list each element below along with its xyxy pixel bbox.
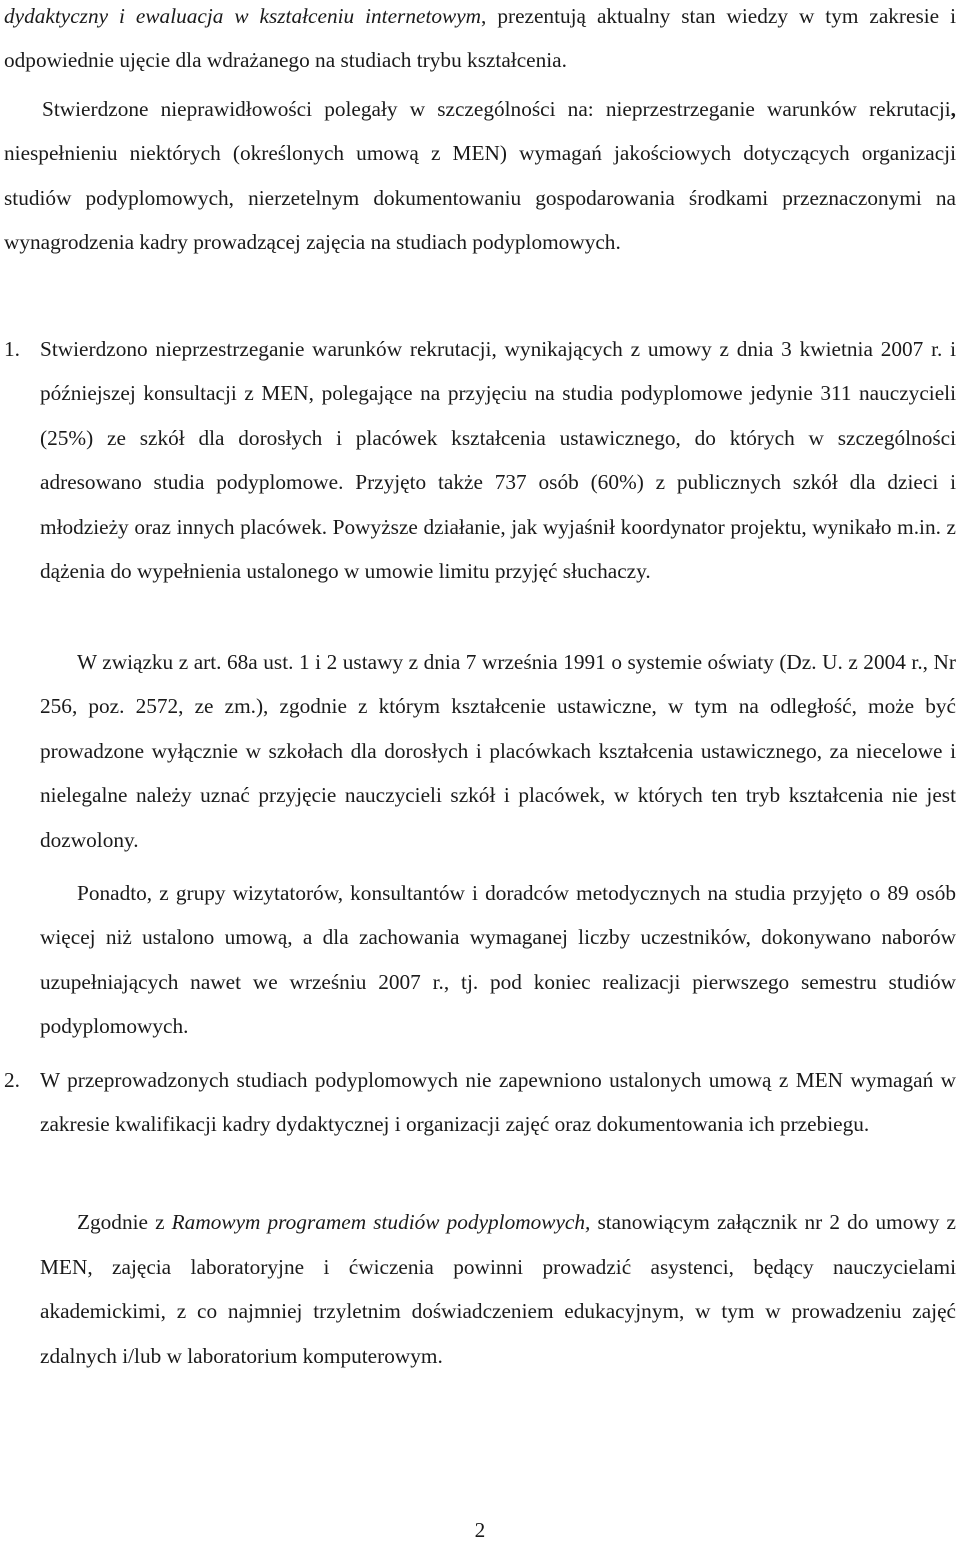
paragraph-text: Stwierdzone nieprawidłowości polegały w szczególności na: nieprzestrzeganie warunków rekrutacji (42, 97, 951, 121)
paragraph-text: Ponadto, z grupy wizytatorów, konsultantów i doradców metodycznych na studia przyjęto o 89 osób więcej niż ustalono umową, a dla zachowania wymaganej liczby uczestników, dokonywano naborów uzupełniających nawet we wrześniu 2007 r., tj. pod koniec realizacji pierwszego semestru studiów podyplomowych. (40, 881, 956, 1039)
italic-phrase: dydaktyczny i ewaluacja w kształceniu internetowym (4, 4, 482, 28)
paragraph-visitors (40, 871, 956, 1049)
list-item-text: Stwierdzono nieprzestrzeganie warunków rekrutacji, wynikających z umowy z dnia 3 kwietnia 2007 r. i późniejszej konsultacji z MEN, polegające na przyjęciu na studia podyplomowe jedynie 311 nauczycieli (25%) ze szkół dla dorosłych i placówek kształcenia ustawicznego, do których w szczególności adresowano studia podyplomowe. Przyjęto także 737 osób (60%) z publicznych szkół dla dzieci i młodzieży oraz innych placówek. Powyższe działanie, jak wyjaśnił koordynator projektu, wynikało m.in. z dążenia do wypełnienia ustalonego w umowie limitu przyjęć słuchaczy. (40, 337, 956, 584)
paragraph-framework-program (40, 1200, 956, 1378)
paragraph-irregularities (4, 87, 956, 265)
list-number-2: 2. (4, 1068, 20, 1092)
italic-title: Ramowym programem studiów podyplomowych, (171, 1210, 591, 1234)
paragraph-text: W związku z art. 68a ust. 1 i 2 ustawy z dnia 7 września 1991 o systemie oświaty (Dz. U. z 2004 r., Nr 256, poz. 2572, ze zm.), zgodnie z którym kształcenie ustawiczne, w tym na odległość, może być prowadzone wyłącznie w szkołach dla dorosłych i placówkach kształcenia ustawicznego, za niecelowe i nielegalne należy uznać przyjęcie nauczycieli szkół i placówek, w których ten tryb kształcenia nie jest dozwolony. (40, 650, 956, 852)
bold-comma: , (950, 97, 956, 121)
list-item-text: W przeprowadzonych studiach podyplomowych nie zapewniono ustalonych umową z MEN wymagań w zakresie kwalifikacji kadry dydaktycznej i organizacji zajęć oraz dokumentowania ich przebiegu. (40, 1068, 956, 1137)
list-item-1 (40, 327, 956, 593)
list-item-2 (40, 1058, 956, 1147)
list-number-1: 1. (4, 337, 20, 361)
paragraph-text: niespełnieniu niektórych (określonych umową z MEN) wymagań jakościowych dotyczących organizacji studiów podyplomowych, nierzetelnym dokumentowaniu gospodarowania środkami przeznaczonymi na wynagrodzenia kadry prowadzącej zajęcia na studiach podyplomowych. (4, 141, 956, 255)
paragraph-text: , prezentują aktualny stan wiedzy w tym zakresie i odpowiednie ujęcie dla wdrażanego na studiach trybu kształcenia. (4, 4, 956, 72)
paragraph-legal-basis (40, 640, 956, 862)
paragraph-text: Zgodnie z (77, 1210, 172, 1234)
paragraph-intro-continuation (4, 0, 956, 82)
paragraph-text: stanowiącym załącznik nr 2 do umowy z MEN, zajęcia laboratoryjne i ćwiczenia powinni prowadzić asystenci, będący nauczycielami akademickimi, z co najmniej trzyletnim doświadczeniem edukacyjnym, w tym w prowadzeniu zajęć zdalnych i/lub w laboratorium komputerowym. (40, 1210, 956, 1368)
page-number: 2 (474, 1518, 486, 1542)
